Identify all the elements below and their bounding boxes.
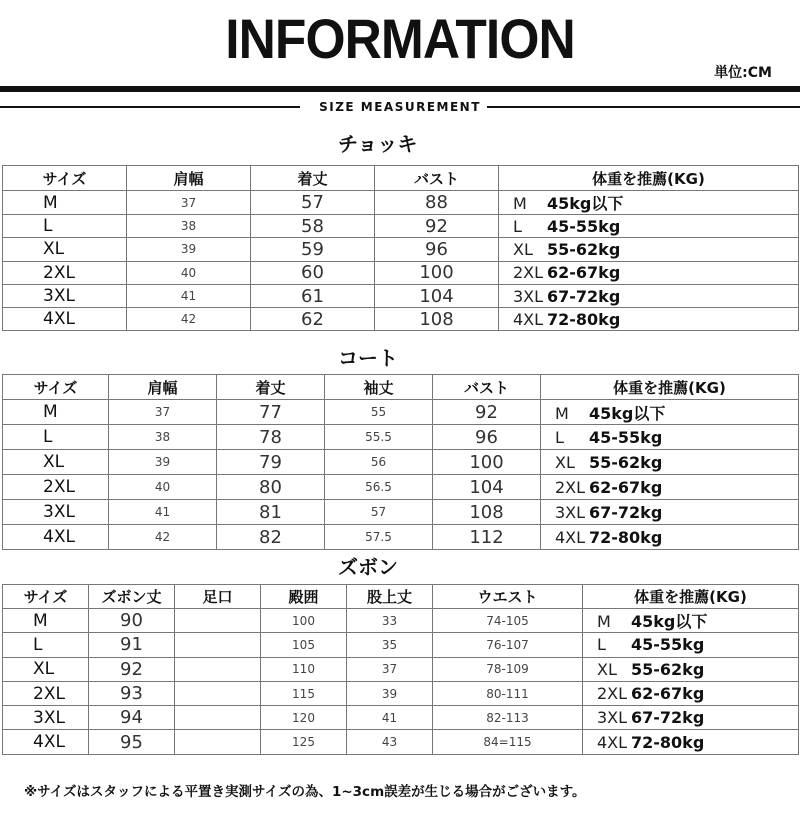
- weight-cell: [499, 261, 799, 284]
- size-cell: 2XL: [3, 681, 89, 705]
- pants-col-hem: 足口: [175, 585, 261, 609]
- weight-cell: [541, 475, 799, 500]
- pants-length-cell: 91: [89, 633, 175, 657]
- pants-length-cell: 92: [89, 657, 175, 681]
- weight-size-label: 3XL: [555, 502, 586, 522]
- weight-cell: [583, 706, 799, 730]
- table-row: [3, 681, 799, 705]
- pants-length-cell: 94: [89, 706, 175, 730]
- table-row: [3, 730, 799, 754]
- waist-cell: 76-107: [433, 633, 583, 657]
- weight-value: 67-72kg: [547, 286, 621, 306]
- weight-size-label: L: [555, 427, 564, 447]
- hip-cell: 125: [261, 730, 347, 754]
- weight-value: 72-80kg: [631, 732, 705, 752]
- weight-size-label: XL: [597, 659, 617, 679]
- table-row: [3, 475, 799, 500]
- sleeve-cell: 55: [325, 400, 433, 425]
- table-row: [3, 609, 799, 633]
- sleeve-cell: 57.5: [325, 525, 433, 550]
- weight-cell: [541, 425, 799, 450]
- shoulder-cell: 40: [127, 261, 251, 284]
- pants-header-row: [3, 585, 799, 609]
- weight-value: 67-72kg: [589, 502, 663, 522]
- vest-col-weight: 体重を推薦(KG): [499, 166, 799, 191]
- weight-size-label: M: [513, 194, 527, 213]
- weight-value: 45kg以下: [631, 612, 708, 632]
- pants-title: ズボン: [338, 555, 398, 579]
- length-cell: 58: [251, 215, 375, 238]
- pants-length-cell: 95: [89, 730, 175, 754]
- weight-value: 72-80kg: [547, 309, 621, 329]
- size-cell: 2XL: [3, 261, 127, 284]
- pants-col-hip: 殿囲: [261, 585, 347, 609]
- weight-value: 72-80kg: [589, 527, 663, 547]
- shoulder-cell: 39: [127, 238, 251, 261]
- weight-value: 55-62kg: [589, 452, 663, 472]
- bust-cell: 104: [433, 475, 541, 500]
- shoulder-cell: 41: [127, 284, 251, 307]
- coat-col-length: 着丈: [217, 375, 325, 400]
- unit-label: 単位:CM: [714, 65, 772, 81]
- size-cell: L: [3, 633, 89, 657]
- hem-cell: [175, 609, 261, 633]
- weight-value: 55-62kg: [547, 239, 621, 259]
- header-divider: [0, 86, 800, 92]
- weight-cell: [499, 308, 799, 331]
- length-cell: 79: [217, 450, 325, 475]
- shoulder-cell: 41: [109, 500, 217, 525]
- rise-cell: 37: [347, 657, 433, 681]
- table-row: [3, 191, 799, 215]
- table-row: [3, 500, 799, 525]
- table-row: [3, 425, 799, 450]
- weight-value: 62-67kg: [631, 684, 705, 704]
- table-row: [3, 215, 799, 238]
- table-row: [3, 261, 799, 284]
- weight-size-label: 2XL: [513, 263, 544, 283]
- sleeve-cell: 57: [325, 500, 433, 525]
- size-cell: M: [3, 400, 109, 425]
- pants-col-waist: ウエスト: [433, 585, 583, 609]
- length-cell: 59: [251, 238, 375, 261]
- size-cell: 4XL: [3, 308, 127, 331]
- vest-col-length: 着丈: [251, 166, 375, 191]
- weight-cell: [499, 191, 799, 215]
- weight-size-label: 4XL: [555, 527, 586, 547]
- size-cell: L: [3, 425, 109, 450]
- table-row: [3, 238, 799, 261]
- weight-cell: [541, 400, 799, 425]
- vest-col-bust: バスト: [375, 166, 499, 191]
- table-row: [3, 400, 799, 425]
- table-row: [3, 284, 799, 307]
- weight-value: 62-67kg: [589, 477, 663, 497]
- sleeve-cell: 55.5: [325, 425, 433, 450]
- coat-title: コート: [338, 346, 398, 370]
- hem-cell: [175, 730, 261, 754]
- weight-size-label: L: [597, 635, 606, 655]
- coat-col-bust: バスト: [433, 375, 541, 400]
- bust-cell: 108: [375, 308, 499, 331]
- rise-cell: 33: [347, 609, 433, 633]
- coat-col-sleeve: 袖丈: [325, 375, 433, 400]
- vest-header-row: [3, 166, 799, 191]
- vest-col-shoulder: 肩幅: [127, 166, 251, 191]
- size-cell: L: [3, 215, 127, 238]
- page-title: INFORMATION: [225, 7, 575, 70]
- bust-cell: 92: [433, 400, 541, 425]
- length-cell: 62: [251, 308, 375, 331]
- vest-title: チョッキ: [338, 132, 418, 156]
- weight-cell: [541, 450, 799, 475]
- waist-cell: 78-109: [433, 657, 583, 681]
- weight-value: 45-55kg: [589, 427, 663, 447]
- size-cell: 4XL: [3, 525, 109, 550]
- weight-size-label: 3XL: [513, 286, 544, 306]
- weight-value: 62-67kg: [547, 263, 621, 283]
- size-cell: XL: [3, 450, 109, 475]
- size-cell: M: [3, 609, 89, 633]
- weight-size-label: 3XL: [597, 708, 628, 728]
- bust-cell: 88: [375, 191, 499, 215]
- subtitle: SIZE MEASUREMENT: [0, 100, 800, 114]
- shoulder-cell: 39: [109, 450, 217, 475]
- weight-cell: [541, 525, 799, 550]
- weight-size-label: 2XL: [555, 477, 586, 497]
- weight-size-label: 4XL: [513, 309, 544, 329]
- weight-cell: [583, 657, 799, 681]
- weight-size-label: L: [513, 216, 522, 236]
- pants-length-cell: 93: [89, 681, 175, 705]
- waist-cell: 82-113: [433, 706, 583, 730]
- weight-size-label: M: [555, 403, 569, 423]
- bust-cell: 112: [433, 525, 541, 550]
- hip-cell: 110: [261, 657, 347, 681]
- sleeve-cell: 56: [325, 450, 433, 475]
- waist-cell: 74-105: [433, 609, 583, 633]
- subtitle-bar: [0, 100, 800, 114]
- coat-table: [2, 374, 799, 550]
- coat-col-weight: 体重を推薦(KG): [541, 375, 799, 400]
- table-row: [3, 706, 799, 730]
- coat-header-row: [3, 375, 799, 400]
- shoulder-cell: 42: [127, 308, 251, 331]
- shoulder-cell: 37: [109, 400, 217, 425]
- coat-col-size: サイズ: [3, 375, 109, 400]
- weight-size-label: M: [597, 612, 611, 632]
- weight-value: 55-62kg: [631, 659, 705, 679]
- vest-table: [2, 165, 799, 331]
- size-cell: 3XL: [3, 284, 127, 307]
- hip-cell: 120: [261, 706, 347, 730]
- table-row: [3, 308, 799, 331]
- weight-cell: [583, 609, 799, 633]
- pants-col-length: ズボン丈: [89, 585, 175, 609]
- hip-cell: 105: [261, 633, 347, 657]
- table-row: [3, 450, 799, 475]
- weight-cell: [541, 500, 799, 525]
- shoulder-cell: 42: [109, 525, 217, 550]
- sleeve-cell: 56.5: [325, 475, 433, 500]
- length-cell: 61: [251, 284, 375, 307]
- size-cell: XL: [3, 238, 127, 261]
- weight-value: 45-55kg: [547, 216, 621, 236]
- shoulder-cell: 38: [109, 425, 217, 450]
- rise-cell: 43: [347, 730, 433, 754]
- bust-cell: 104: [375, 284, 499, 307]
- hem-cell: [175, 706, 261, 730]
- size-cell: M: [3, 191, 127, 215]
- bust-cell: 96: [375, 238, 499, 261]
- weight-cell: [499, 215, 799, 238]
- weight-value: 67-72kg: [631, 708, 705, 728]
- weight-value: 45-55kg: [631, 635, 705, 655]
- size-cell: 3XL: [3, 706, 89, 730]
- weight-cell: [583, 730, 799, 754]
- weight-size-label: XL: [555, 452, 575, 472]
- pants-length-cell: 90: [89, 609, 175, 633]
- rise-cell: 35: [347, 633, 433, 657]
- shoulder-cell: 37: [127, 191, 251, 215]
- bust-cell: 100: [433, 450, 541, 475]
- size-cell: 4XL: [3, 730, 89, 754]
- hem-cell: [175, 633, 261, 657]
- rise-cell: 41: [347, 706, 433, 730]
- hem-cell: [175, 681, 261, 705]
- weight-cell: [583, 681, 799, 705]
- waist-cell: 80-111: [433, 681, 583, 705]
- hip-cell: 115: [261, 681, 347, 705]
- length-cell: 77: [217, 400, 325, 425]
- bust-cell: 100: [375, 261, 499, 284]
- waist-cell: 84=115: [433, 730, 583, 754]
- table-row: [3, 657, 799, 681]
- table-row: [3, 633, 799, 657]
- hem-cell: [175, 657, 261, 681]
- shoulder-cell: 40: [109, 475, 217, 500]
- length-cell: 82: [217, 525, 325, 550]
- length-cell: 57: [251, 191, 375, 215]
- weight-cell: [499, 284, 799, 307]
- hip-cell: 100: [261, 609, 347, 633]
- size-cell: XL: [3, 657, 89, 681]
- measurement-note: ※サイズはスタッフによる平置き実測サイズの為、1~3cm誤差が生じる場合がございます。: [24, 784, 586, 800]
- weight-cell: [583, 633, 799, 657]
- pants-table: [2, 584, 799, 755]
- length-cell: 78: [217, 425, 325, 450]
- bust-cell: 108: [433, 500, 541, 525]
- coat-col-shoulder: 肩幅: [109, 375, 217, 400]
- pants-col-weight: 体重を推薦(KG): [583, 585, 799, 609]
- shoulder-cell: 38: [127, 215, 251, 238]
- length-cell: 60: [251, 261, 375, 284]
- weight-size-label: 4XL: [597, 732, 628, 752]
- length-cell: 81: [217, 500, 325, 525]
- weight-size-label: XL: [513, 239, 533, 259]
- vest-col-size: サイズ: [3, 166, 127, 191]
- weight-value: 45kg以下: [547, 194, 624, 213]
- rise-cell: 39: [347, 681, 433, 705]
- size-cell: 3XL: [3, 500, 109, 525]
- size-cell: 2XL: [3, 475, 109, 500]
- weight-value: 45kg以下: [589, 403, 666, 423]
- pants-col-rise: 股上丈: [347, 585, 433, 609]
- table-row: [3, 525, 799, 550]
- bust-cell: 96: [433, 425, 541, 450]
- weight-cell: [499, 238, 799, 261]
- weight-size-label: 2XL: [597, 684, 628, 704]
- bust-cell: 92: [375, 215, 499, 238]
- length-cell: 80: [217, 475, 325, 500]
- pants-col-size: サイズ: [3, 585, 89, 609]
